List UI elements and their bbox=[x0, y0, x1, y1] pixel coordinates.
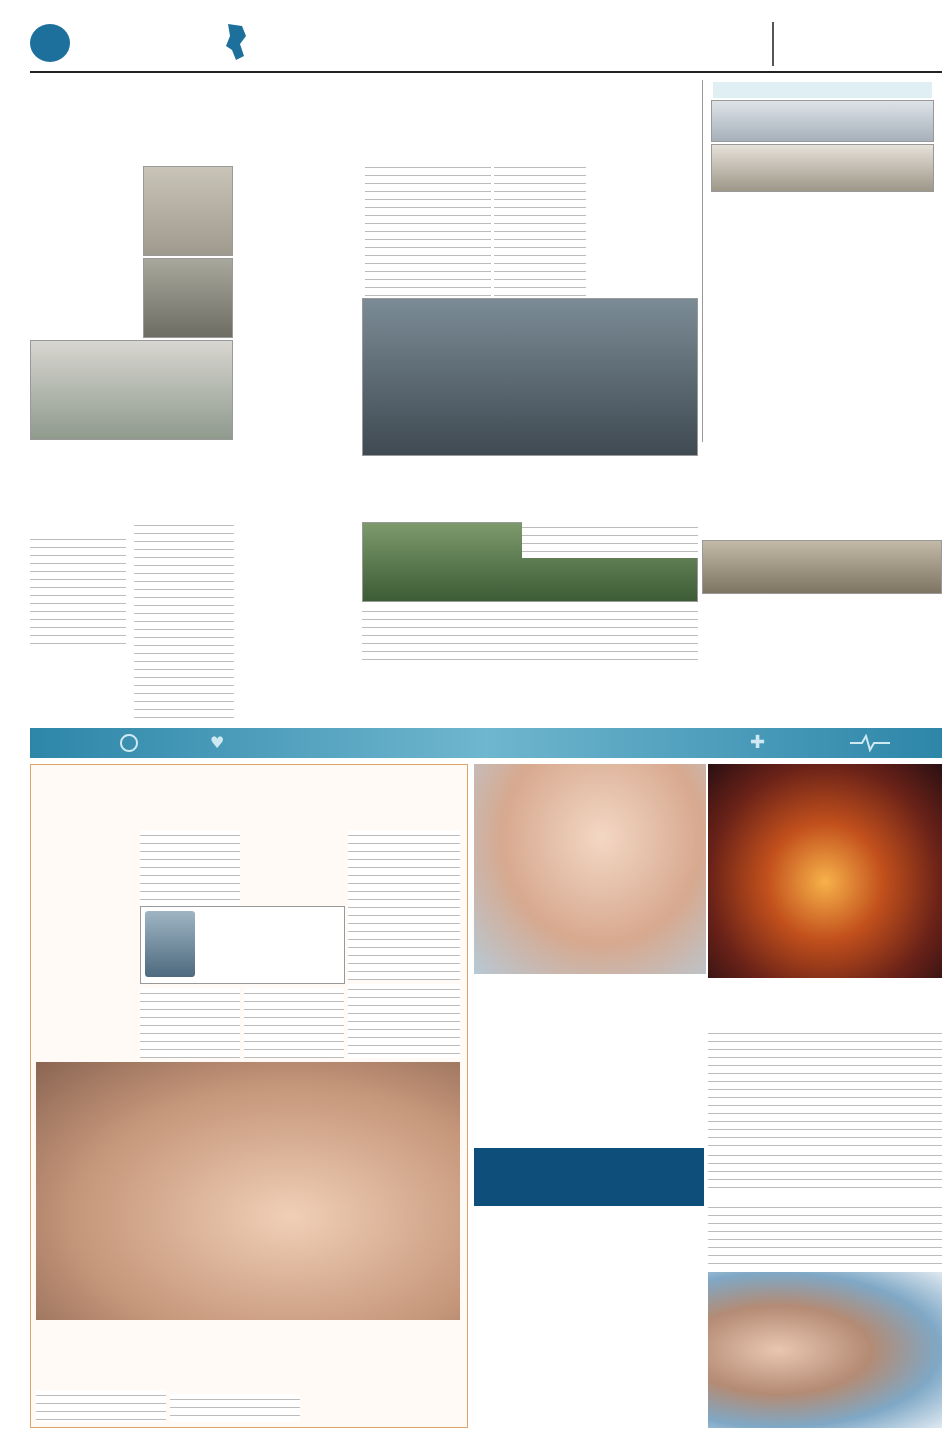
doctor-photo bbox=[145, 911, 195, 977]
masthead-rule bbox=[30, 71, 942, 73]
sub-nonhodgkin bbox=[304, 1362, 460, 1372]
body-lymphoma-col4b bbox=[348, 984, 460, 1058]
health-band bbox=[30, 728, 942, 758]
photo-thyroid-woman bbox=[474, 764, 706, 974]
body-lymphoma-col3b bbox=[244, 988, 344, 1058]
body-teknaf bbox=[30, 534, 126, 644]
body-barendra bbox=[709, 196, 936, 416]
body-meghna bbox=[30, 482, 126, 534]
body-khaleda bbox=[702, 448, 942, 536]
stethoscope-icon bbox=[120, 734, 138, 752]
sub-risk bbox=[36, 1378, 166, 1388]
health-band-title bbox=[360, 731, 610, 755]
photo-barendra-meeting bbox=[711, 100, 934, 142]
body-birol-bottom bbox=[362, 606, 698, 666]
headline-gangachara-1 bbox=[142, 88, 587, 122]
photo-thyroid-gland bbox=[708, 764, 942, 978]
headline-gangachara-2 bbox=[142, 122, 587, 156]
body-lymphoma-col4 bbox=[348, 830, 460, 980]
body-lymphoma-col2 bbox=[140, 830, 240, 906]
body-stroke-col2 bbox=[708, 1150, 942, 1188]
cross-icon: ✚ bbox=[750, 733, 766, 753]
article-birol bbox=[362, 478, 698, 726]
body-lymphoma-3 bbox=[36, 1324, 166, 1376]
caption-savar-photo bbox=[30, 442, 235, 458]
body-naogaon bbox=[236, 348, 360, 608]
body-lymphoma-2 bbox=[244, 830, 344, 906]
body-lymphoma-6 bbox=[304, 1374, 460, 1422]
photo-khaleda-rally bbox=[702, 540, 942, 594]
body-lymphoma-diag bbox=[170, 1394, 300, 1422]
article-sundarganj bbox=[590, 86, 698, 286]
body-sundarganj bbox=[590, 90, 698, 250]
doctor-info bbox=[201, 911, 343, 981]
business-label bbox=[713, 82, 932, 98]
body-thyroid-col2 bbox=[708, 1028, 942, 1146]
sub-diagnosis bbox=[170, 1382, 300, 1392]
section-title bbox=[74, 26, 244, 62]
page-number-badge bbox=[30, 24, 70, 62]
masthead bbox=[0, 0, 945, 78]
photo-barendra-group bbox=[711, 144, 934, 192]
headline-thyroid bbox=[520, 980, 940, 1024]
sub-depression bbox=[708, 1190, 942, 1200]
article-meghna bbox=[30, 476, 235, 726]
masthead-divider bbox=[772, 22, 774, 66]
body-lymphoma-4 bbox=[170, 1324, 300, 1380]
body-meghna-col2 bbox=[134, 520, 234, 720]
body-lymphoma-5 bbox=[304, 1324, 460, 1360]
body-thyroid bbox=[474, 1028, 704, 1146]
photo-bridge-repair bbox=[143, 166, 233, 256]
photo-bridge-worker bbox=[143, 258, 233, 338]
body-gangachara bbox=[236, 162, 362, 342]
headline-lymphoma bbox=[40, 774, 460, 830]
date-full bbox=[590, 46, 765, 62]
body-lymphoma-col2b bbox=[140, 988, 240, 1058]
date-day bbox=[660, 30, 760, 46]
photo-savar-tribute bbox=[30, 340, 233, 440]
caption-doa-photo bbox=[362, 458, 698, 474]
heart-icon: ♥ bbox=[210, 734, 225, 752]
body-birol-col2 bbox=[522, 522, 698, 558]
paper-name bbox=[790, 30, 940, 70]
body-stroke-col2b bbox=[708, 1202, 942, 1268]
doctor-card bbox=[140, 906, 345, 984]
bangladesh-map-icon bbox=[222, 22, 250, 62]
photo-stroke-head bbox=[708, 1272, 942, 1428]
photo-doa-mahfil bbox=[362, 298, 698, 456]
business-box bbox=[702, 80, 942, 442]
body-lymphoma-risk bbox=[36, 1390, 166, 1422]
article-khaleda bbox=[702, 444, 942, 720]
body-gangachara-col3 bbox=[494, 162, 586, 302]
photo-neck-lymph bbox=[36, 1062, 460, 1320]
article-naogaon bbox=[236, 344, 360, 644]
body-til bbox=[702, 600, 942, 660]
body-stroke bbox=[474, 1210, 704, 1428]
stroke-headline-box bbox=[474, 1148, 704, 1206]
pulse-icon bbox=[850, 734, 890, 752]
body-birol bbox=[362, 482, 512, 518]
